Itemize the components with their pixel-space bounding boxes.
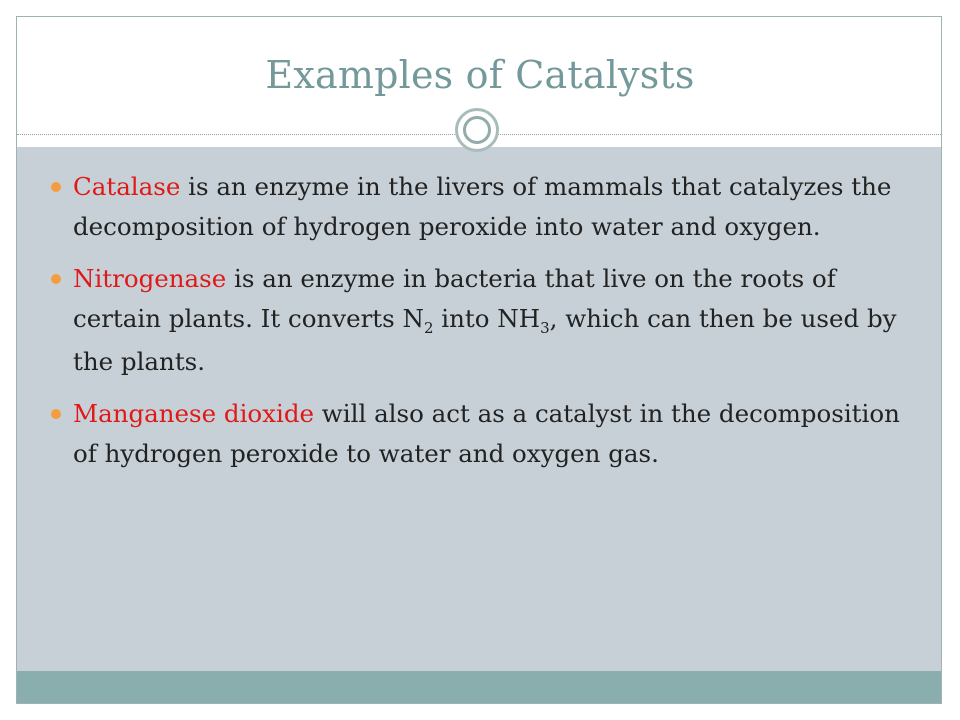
bullet-dot-icon [51,182,61,192]
bullet-text: , which can then be used by the plants. [73,304,897,376]
footer-band [17,671,942,704]
highlighted-term: Nitrogenase [73,264,227,293]
bullet-text: is an enzyme in bacteria that live on the roots of certain plants. It converts N [73,264,836,333]
bullet-dot-icon [51,274,61,284]
subscript: 3 [540,319,550,337]
highlighted-term: Manganese dioxide [73,399,315,428]
bullet-text: will also act as a catalyst in the decomposition of hydrogen peroxide to water and oxygen gas. [73,399,900,468]
bullet-item-nitrogenase [49,259,929,382]
slide-frame [16,16,942,704]
bullet-text: into NH [433,304,541,333]
decorative-ring-icon [455,108,499,152]
bullet-text: is an enzyme in the livers of mammals that catalyzes the decomposition of hydrogen peroxide into water and oxygen. [73,172,892,241]
bullet-item-manganese-dioxide [49,394,929,474]
bullet-list [49,167,929,486]
bullet-item-catalase [49,167,929,247]
highlighted-term: Catalase [73,172,181,201]
slide-title: Examples of Catalysts [265,53,695,97]
subscript: 2 [423,319,434,337]
bullet-dot-icon [51,409,61,419]
